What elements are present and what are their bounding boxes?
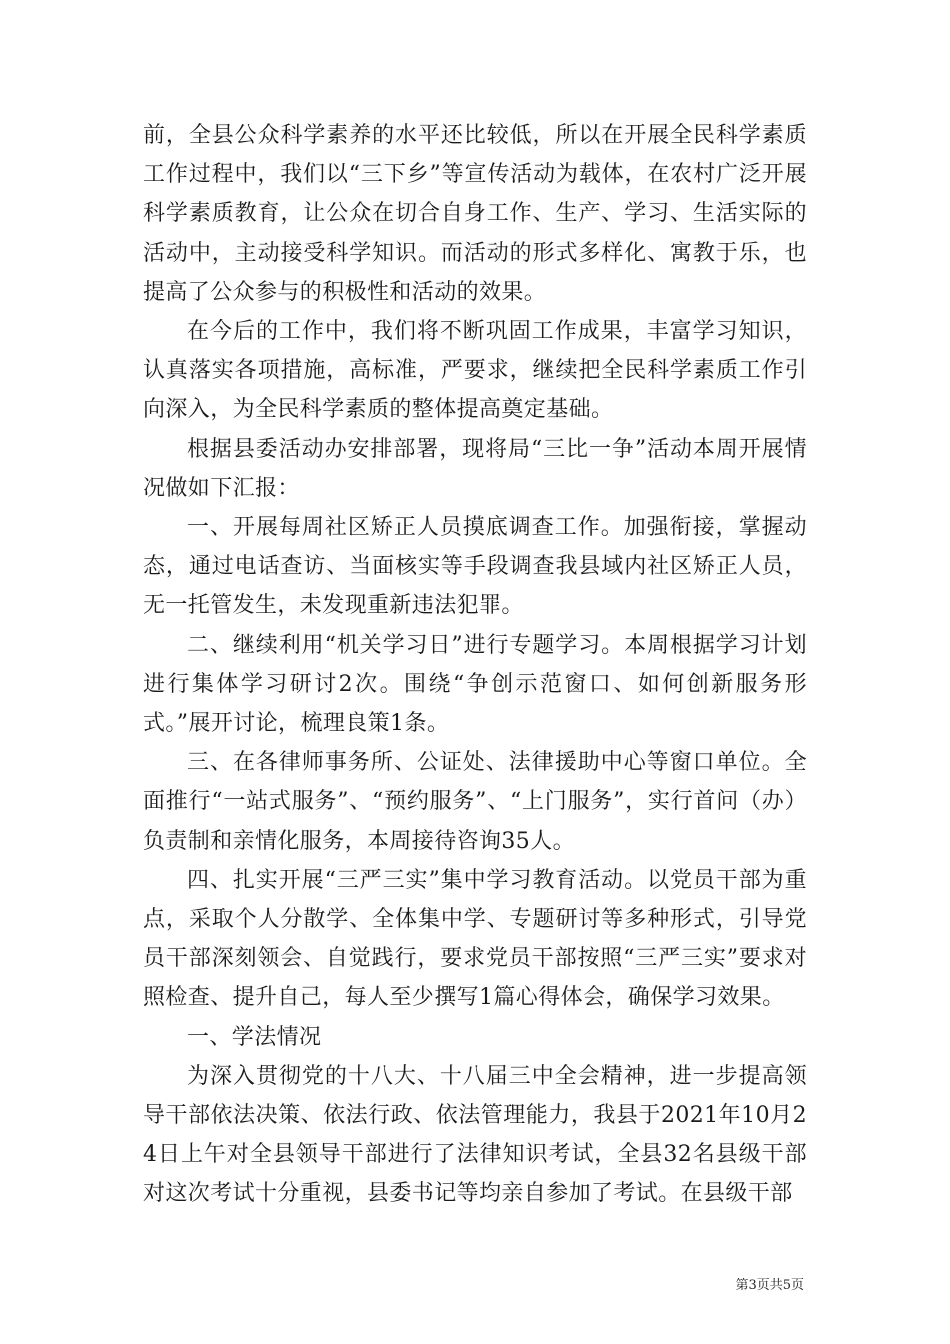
paragraph-5: 二、继续利用“机关学习日”进行专题学习。本周根据学习计划进行集体学习研讨2次。围绕“争创示范窗口、如何创新服务形式。”展开讨论，梳理良策1条。 xyxy=(143,632,807,737)
paragraph-6: 三、在各律师事务所、公证处、法律援助中心等窗口单位。全面推行“一站式服务”、“预约服务”、“上门服务”，实行首问（办）负责制和亲情化服务，本周接待咨询35人。 xyxy=(143,750,807,854)
paragraph-3: 根据县委活动办安排部署，现将局“三比一争”活动本周开展情况做如下汇报： xyxy=(143,436,807,501)
document-body xyxy=(143,116,807,1214)
paragraph-4: 一、开展每周社区矫正人员摸底调查工作。加强衔接，掌握动态，通过电话查访、当面核实等手段调查我县域内社区矫正人员，无一托管发生，未发现重新违法犯罪。 xyxy=(143,515,807,619)
paragraph-1: 前，全县公众科学素养的水平还比较低，所以在开展全民科学素质工作过程中，我们以“三下乡”等宣传活动为载体，在农村广泛开展科学素质教育，让公众在切合自身工作、生产、学习、生活实际的活动中，主动接受科学知识。而活动的形式多样化、寓教于乐，也提高了公众参与的积极性和活动的效果。 xyxy=(143,123,807,305)
page-number-footer: 第3页共5页 xyxy=(735,1278,804,1293)
section-heading: 一、学法情况 xyxy=(187,1024,322,1050)
paragraph-7: 四、扎实开展“三严三实”集中学习教育活动。以党员干部为重点，采取个人分散学、全体集中学、专题研讨等多种形式，引导党员干部深刻领会、自觉践行，要求党员干部按照“三严三实”要求对照检查、提升自己，每人至少撰写1篇心得体会，确保学习效果。 xyxy=(143,867,807,1011)
paragraph-2: 在今后的工作中，我们将不断巩固工作成果，丰富学习知识，认真落实各项措施，高标准，严要求，继续把全民科学素质工作引向深入，为全民科学素质的整体提高奠定基础。 xyxy=(143,319,807,423)
paragraph-9: 为深入贯彻党的十八大、十八届三中全会精神，进一步提高领导干部依法决策、依法行政、依法管理能力，我县于2021年10月24日上午对全县领导干部进行了法律知识考试，全县32名县级干部对这次考试十分重视，县委书记等均亲自参加了考试。在县级干部 xyxy=(143,1063,807,1207)
